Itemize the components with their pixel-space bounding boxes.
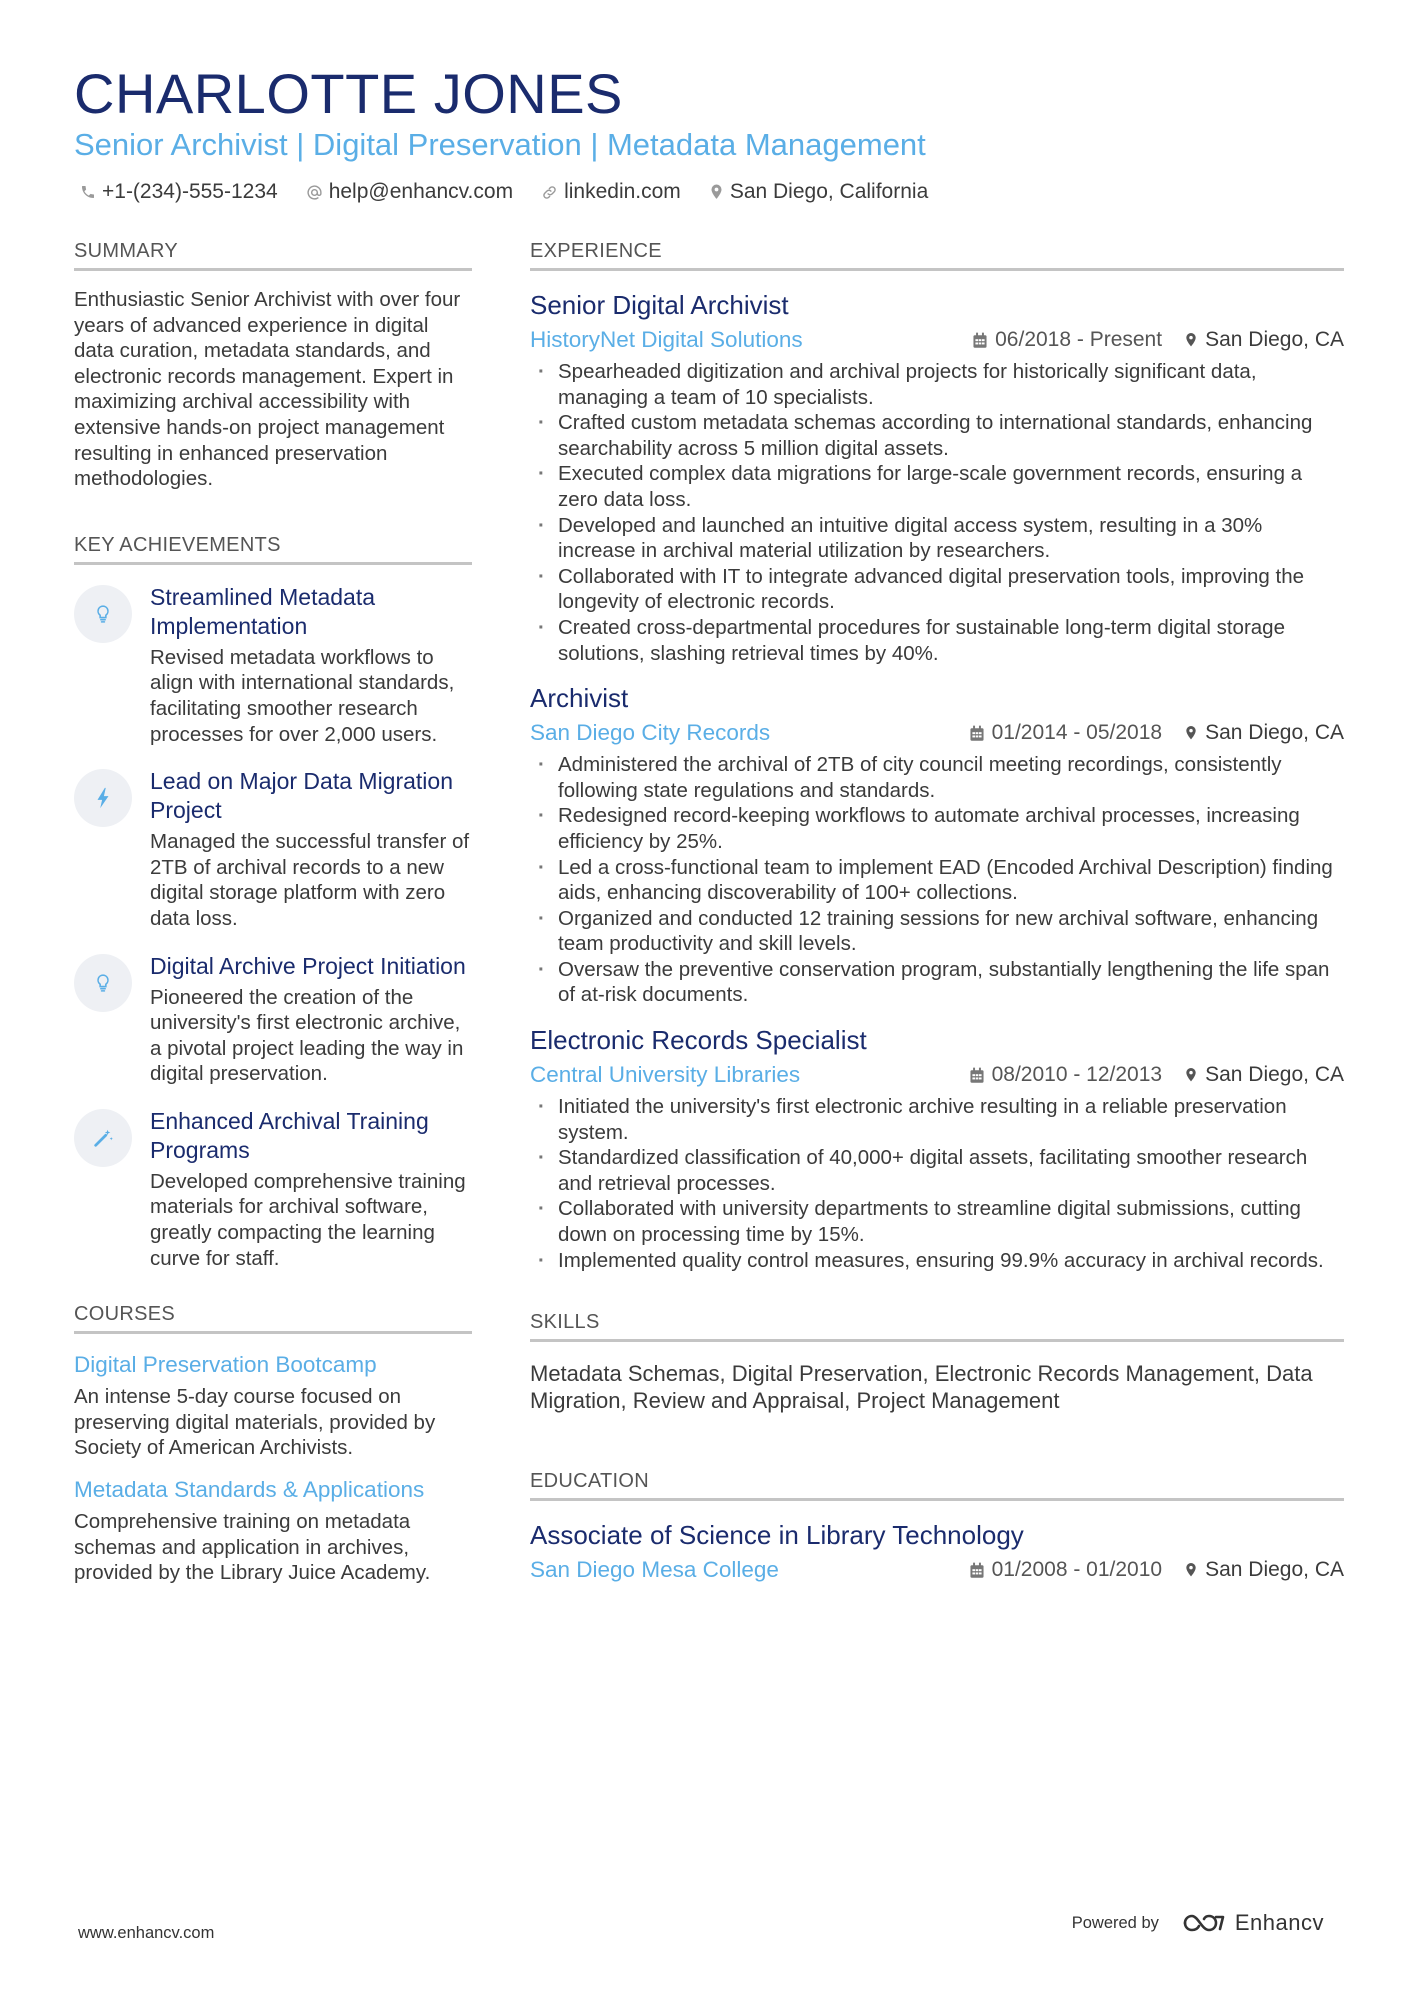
- course-description: An intense 5-day course focused on preserving digital materials, provided by Society of American Archivists.: [74, 1385, 436, 1460]
- bullet-item: · Implemented quality control measures, ensuring 99.9% accuracy in archival records.: [530, 1248, 1344, 1274]
- contact-location: [709, 180, 928, 204]
- summary-text: Enthusiastic Senior Archivist with over four years of advanced experience in digital data curation, metadata standards, and electronic records management. Expert in maximizing archival accessibility with extensive hands-on project management resulting in enhanced preservation methodologies.: [74, 288, 461, 491]
- bullet-item: · Collaborated with university departments to streamline digital submissions, cutting down on processing time by 15%.: [530, 1196, 1344, 1247]
- achievements-section: [74, 532, 472, 1272]
- course-item: [74, 1475, 472, 1586]
- magic-wand-icon: [74, 1109, 132, 1167]
- school-name: San Diego Mesa College: [530, 1557, 779, 1583]
- job-dates: 01/2014 - 05/2018: [969, 721, 1162, 745]
- achievement-item: [74, 767, 472, 931]
- job-entry: [530, 682, 1344, 1008]
- job-entry: [530, 1024, 1344, 1273]
- job-bullets: [530, 1094, 1344, 1273]
- left-column: [74, 238, 472, 1586]
- achievements-list: [74, 583, 472, 1272]
- course-title: Digital Preservation Bootcamp: [74, 1352, 377, 1378]
- location-text: San Diego, California: [729, 180, 929, 203]
- right-column: [530, 238, 1344, 1585]
- skills-text: Metadata Schemas, Digital Preservation, Electronic Records Management, Data Migration, Review and Appraisal, Project Management: [530, 1361, 1313, 1414]
- contact-linkedin[interactable]: [541, 180, 681, 204]
- education-heading: EDUCATION: [530, 1468, 1344, 1501]
- map-pin-icon: [1184, 1066, 1198, 1084]
- bullet-item: · Standardized classification of 40,000+ digital assets, facilitating smoother research and retrieval processes.: [530, 1145, 1344, 1196]
- map-pin-icon: [1184, 1561, 1198, 1579]
- footer-website[interactable]: www.enhancv.com: [78, 1924, 215, 1942]
- calendar-icon: [969, 1067, 985, 1084]
- calendar-icon: [969, 1562, 985, 1579]
- link-icon: [541, 184, 558, 201]
- job-entry: [530, 289, 1344, 666]
- course-title: Metadata Standards & Applications: [74, 1477, 425, 1503]
- skills-heading: SKILLS: [530, 1309, 1344, 1342]
- enhancv-logo-icon: [1181, 1911, 1227, 1935]
- company-name: Central University Libraries: [530, 1062, 801, 1088]
- brand-name: Enhancv: [1234, 1910, 1324, 1935]
- bullet-item: · Crafted custom metadata schemas according to international standards, enhancing searchability across 5 million digital assets.: [530, 410, 1344, 461]
- education-location: San Diego, CA: [1184, 1558, 1344, 1582]
- phone-text: +1-(234)-555-1234: [102, 180, 278, 203]
- email-text: help@enhancv.com: [328, 180, 514, 203]
- achievements-heading: KEY ACHIEVEMENTS: [74, 532, 472, 565]
- map-pin-icon: [709, 183, 724, 201]
- powered-by-label: Powered by: [1071, 1913, 1159, 1932]
- achievement-title: Enhanced Archival Training Programs: [150, 1107, 429, 1163]
- bullet-item: · Developed and launched an intuitive digital access system, resulting in a 30% increase in archival material utilization by researchers.: [530, 513, 1344, 564]
- achievement-description: Developed comprehensive training materials for archival software, greatly compacting the learning curve for staff.: [150, 1169, 466, 1270]
- map-pin-icon: [1184, 331, 1198, 349]
- achievement-description: Pioneered the creation of the university's first electronic archive, a pivotal project leading the way in digital preservation.: [150, 985, 464, 1086]
- company-name: San Diego City Records: [530, 720, 771, 746]
- achievement-description: Managed the successful transfer of 2TB of archival records to a new digital storage platform with zero data loss.: [150, 830, 470, 930]
- calendar-icon: [972, 332, 988, 349]
- achievement-title: Streamlined Metadata Implementation: [150, 583, 376, 639]
- job-bullets: [530, 752, 1344, 1008]
- job-location: San Diego, CA: [1184, 721, 1344, 745]
- candidate-name: CHARLOTTE JONES: [74, 62, 623, 125]
- job-title: Senior Digital Archivist: [530, 290, 789, 320]
- phone-icon: [80, 184, 96, 200]
- job-location: San Diego, CA: [1184, 1063, 1344, 1087]
- bullet-item: · Redesigned record-keeping workflows to automate archival processes, increasing efficiency by 25%.: [530, 803, 1344, 854]
- map-pin-icon: [1184, 724, 1198, 742]
- education-dates: 01/2008 - 01/2010: [969, 1558, 1162, 1582]
- summary-heading: SUMMARY: [74, 238, 472, 271]
- skills-section: [530, 1309, 1344, 1414]
- achievement-item: [74, 583, 472, 747]
- job-dates: 06/2018 - Present: [972, 328, 1162, 352]
- bullet-item: · Oversaw the preventive conservation program, substantially lengthening the life span of at-risk documents.: [530, 957, 1344, 1008]
- summary-section: [74, 238, 472, 492]
- bullet-item: · Organized and conducted 12 training sessions for new archival software, enhancing team productivity and skill levels.: [530, 906, 1344, 957]
- headline: Senior Archivist | Digital Preservation | Metadata Management: [74, 127, 926, 162]
- courses-section: [74, 1301, 472, 1586]
- achievement-item: [74, 1107, 472, 1271]
- contact-email[interactable]: [306, 180, 513, 204]
- calendar-icon: [969, 725, 985, 742]
- experience-section: [530, 238, 1344, 1273]
- bullet-item: · Led a cross-functional team to implement EAD (Encoded Archival Description) finding aids, enhancing discoverability of 100+ collections.: [530, 855, 1344, 906]
- at-icon: [306, 184, 323, 201]
- lightning-icon: [74, 769, 132, 827]
- experience-heading: EXPERIENCE: [530, 238, 1344, 271]
- bullet-item: · Administered the archival of 2TB of city council meeting recordings, consistently following state regulations and standards.: [530, 752, 1344, 803]
- enhancv-logo[interactable]: [1181, 1910, 1324, 1936]
- achievement-item: [74, 952, 472, 1087]
- degree-title: Associate of Science in Library Technology: [530, 1520, 1024, 1551]
- lightbulb-icon: [74, 954, 132, 1012]
- bullet-item: · Executed complex data migrations for large-scale government records, ensuring a zero data loss.: [530, 461, 1344, 512]
- education-entry: [530, 1519, 1344, 1585]
- courses-heading: COURSES: [74, 1301, 472, 1334]
- achievement-title: Digital Archive Project Initiation: [150, 952, 466, 979]
- bullet-item: · Created cross-departmental procedures for sustainable long-term digital storage solutions, slashing retrieval times by 40%.: [530, 615, 1344, 666]
- footer-branding: [1072, 1910, 1324, 1936]
- contact-bar: [80, 178, 928, 206]
- job-bullets: [530, 359, 1344, 666]
- job-title: Archivist: [530, 683, 629, 714]
- bullet-item: · Collaborated with IT to integrate advanced digital preservation tools, improving the longevity of electronic records.: [530, 564, 1344, 615]
- course-description: Comprehensive training on metadata schemas and application in archives, provided by the Library Juice Academy.: [74, 1510, 431, 1585]
- job-title: Electronic Records Specialist: [530, 1025, 867, 1056]
- bullet-item: · Spearheaded digitization and archival projects for historically significant data, managing a team of 10 specialists.: [530, 359, 1344, 410]
- company-name: HistoryNet Digital Solutions: [530, 327, 803, 352]
- linkedin-text: linkedin.com: [564, 180, 681, 203]
- lightbulb-icon: [74, 585, 132, 643]
- contact-phone: [80, 180, 278, 204]
- achievement-title: Lead on Major Data Migration Project: [150, 768, 453, 824]
- job-dates: 08/2010 - 12/2013: [969, 1063, 1162, 1087]
- job-location: San Diego, CA: [1184, 328, 1344, 352]
- course-item: [74, 1350, 472, 1461]
- achievement-description: Revised metadata workflows to align with international standards, facilitating smoother research processes for over 2,000 users.: [150, 645, 455, 746]
- education-section: [530, 1468, 1344, 1585]
- bullet-item: · Initiated the university's first electronic archive resulting in a reliable preservation system.: [530, 1094, 1344, 1145]
